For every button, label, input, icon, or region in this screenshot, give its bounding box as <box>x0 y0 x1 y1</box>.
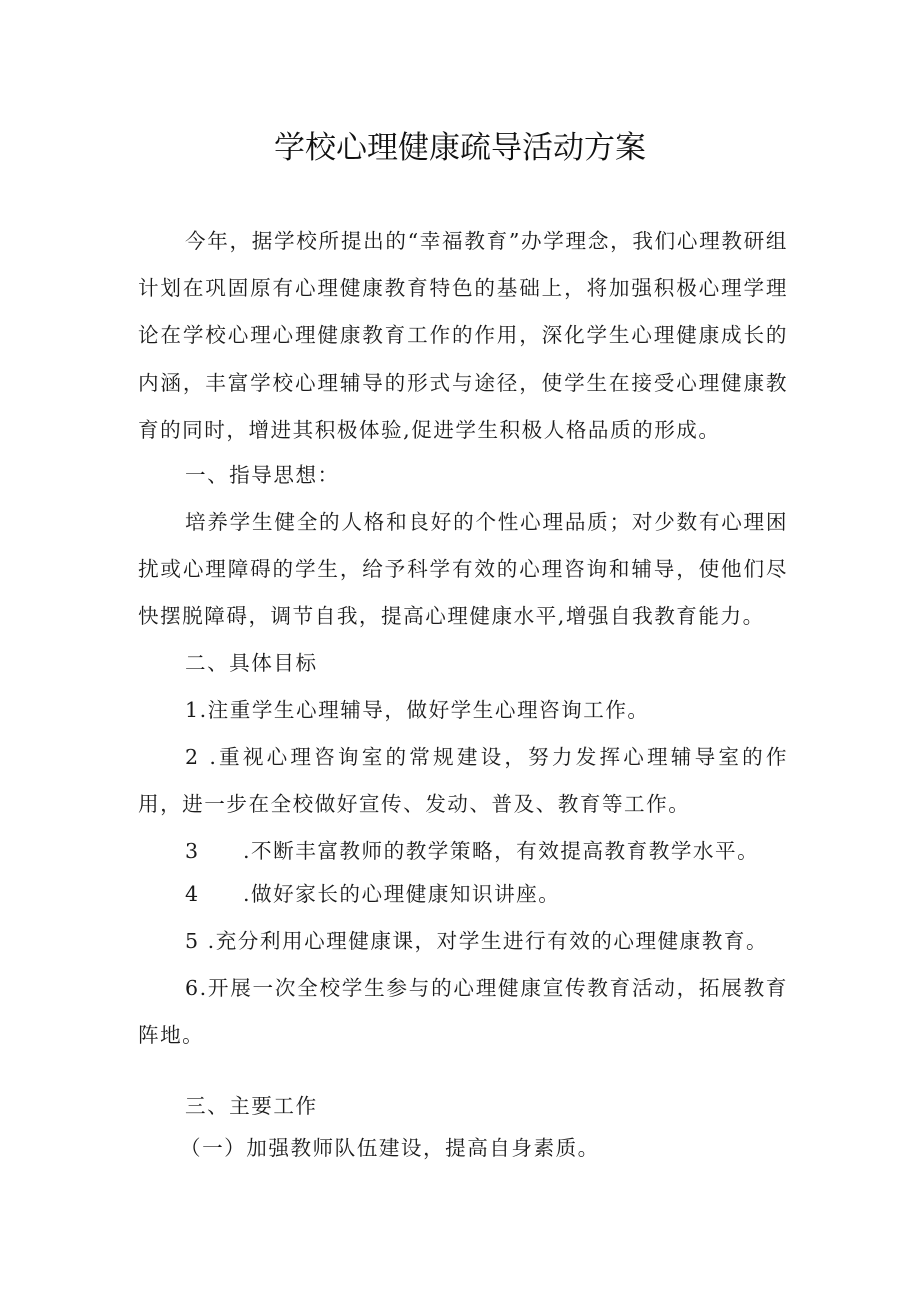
main-work-subitem-1: （一）加强教师队伍建设，提高自身素质。 <box>180 1136 600 1160</box>
guiding-thought-paragraph: 培养学生健全的人格和良好的个性心理品质；对少数有心理困扰或心理障碍的学生，给予科学有效的心理咨询和辅导，使他们尽快摆脱障碍，调节自我，提高心理健康水平,增强自我教育能力。 <box>138 510 788 629</box>
goal-4-number: 4 <box>185 882 199 906</box>
goal-item-3 <box>185 828 759 875</box>
goal-item-6: 6.开展一次全校学生参与的心理健康宣传教育活动，拓展教育阵地。 <box>138 976 788 1048</box>
goal-item-2: 2 .重视心理咨询室的常规建设，努力发挥心理辅导室的作用，进一步在全校做好宣传、发动、普及、教育等工作。 <box>138 745 788 817</box>
goal-item-1: 1.注重学生心理辅导，做好学生心理咨询工作。 <box>185 698 650 722</box>
goal-item-5: 5 .充分利用心理健康课，对学生进行有效的心理健康教育。 <box>185 929 769 953</box>
goal-3-text: .不断丰富教师的教学策略，有效提高教育教学水平。 <box>243 839 760 863</box>
section-heading-specific-goals: 二、具体目标 <box>185 651 318 675</box>
goal-4-text: .做好家长的心理健康知识讲座。 <box>243 882 561 906</box>
section-heading-main-work: 三、主要工作 <box>185 1094 318 1118</box>
intro-paragraph: 今年，据学校所提出的“幸福教育”办学理念，我们心理教研组计划在巩固原有心理健康教育特色的基础上，将加强积极心理学理论在学校心理心理健康教育工作的作用，深化学生心理健康成长的内涵，丰富学校心理辅导的形式与途径，使学生在接受心理健康教育的同时，增进其积极体验,促进学生积极人格品质的形成。 <box>138 229 788 442</box>
goal-3-number: 3 <box>185 839 199 863</box>
document-title: 学校心理健康疏导活动方案 <box>274 130 646 166</box>
section-heading-guiding-thought: 一、指导思想： <box>185 463 340 487</box>
goal-item-4 <box>185 871 560 918</box>
